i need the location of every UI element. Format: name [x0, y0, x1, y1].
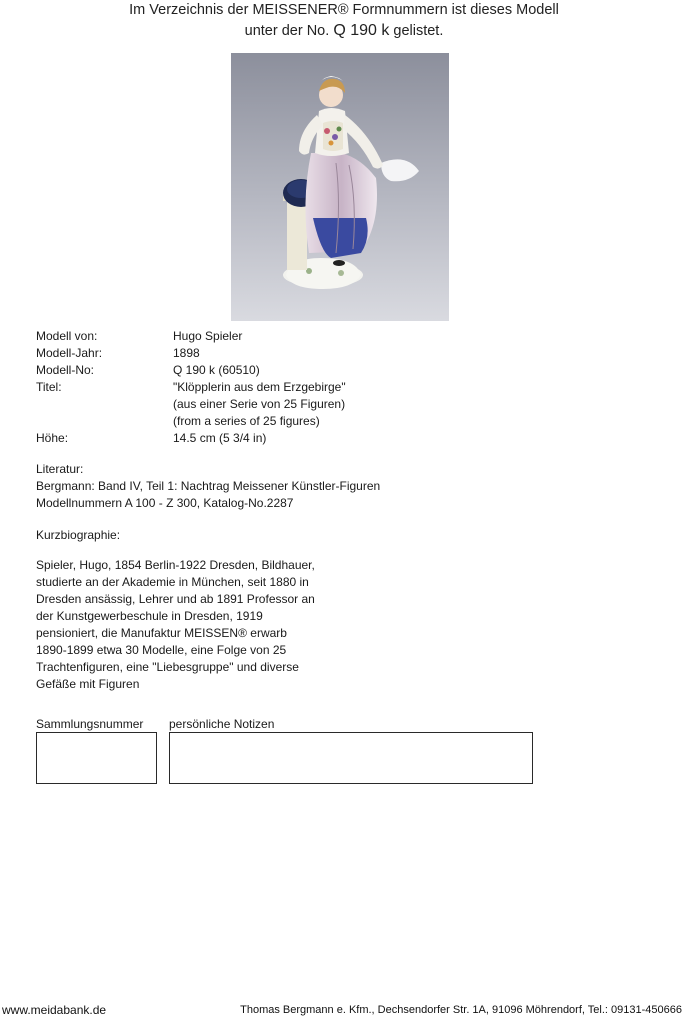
modell-von-label: Modell von: [36, 329, 98, 343]
literatur-line: Modellnummern A 100 - Z 300, Katalog-No.2287 [36, 496, 294, 510]
titel-line: (aus einer Serie von 25 Figuren) [173, 397, 346, 411]
sammlungsnummer-field[interactable] [36, 732, 157, 784]
bio-line: Trachtenfiguren, eine "Liebesgruppe" und diverse [36, 660, 299, 674]
header-suffix: gelistet. [393, 23, 444, 39]
modell-no-value: Q 190 k (60510) [173, 363, 260, 377]
titel-line: (from a series of 25 figures) [173, 414, 320, 428]
kurzbiographie-heading: Kurzbiographie: [36, 528, 121, 542]
bio-line: pensioniert, die Manufaktur MEISSEN® erwarb [36, 626, 287, 640]
notizen-label: persönliche Notizen [169, 717, 275, 731]
footer-address: Thomas Bergmann e. Kfm., Dechsendorfer Str. 1A, 91096 Möhrendorf, Tel.: 09131-450666 [240, 1004, 682, 1016]
titel-label: Titel: [36, 380, 62, 394]
header-line-1: Im Verzeichnis der MEISSENER® Formnummern ist dieses Modell [129, 2, 559, 18]
titel-line: "Klöpplerin aus dem Erzgebirge" [173, 380, 346, 394]
modell-no-label: Modell-No: [36, 363, 95, 377]
sammlungsnummer-label: Sammlungsnummer [36, 717, 144, 731]
header-line-2 [0, 20, 688, 42]
bio-line: Gefäße mit Figuren [36, 677, 140, 691]
notizen-field[interactable] [169, 732, 533, 784]
bio-line: Spieler, Hugo, 1854 Berlin-1922 Dresden, Bildhauer, [36, 558, 315, 572]
modell-jahr-label: Modell-Jahr: [36, 346, 103, 360]
literatur-section [36, 461, 380, 512]
literatur-heading: Literatur: [36, 462, 84, 476]
header-prefix: unter der No. [244, 23, 330, 39]
hoehe-value: 14.5 cm (5 3/4 in) [173, 431, 267, 445]
porcelain-figurine-photo [231, 53, 449, 321]
footer-website[interactable]: www.meidabank.de [2, 1003, 107, 1017]
bio-line: 1890-1899 etwa 30 Modelle, eine Folge von 25 [36, 643, 287, 657]
bio-line: studierte an der Akademie in München, seit 1880 in [36, 575, 309, 589]
hoehe-label: Höhe: [36, 431, 69, 445]
bio-line: Dresden ansässig, Lehrer und ab 1891 Professor an [36, 592, 315, 606]
titel-value [173, 379, 346, 430]
bio-line: der Kunstgewerbeschule in Dresden, 1919 [36, 609, 263, 623]
kurzbiographie-text [36, 557, 315, 693]
header-model-number: Q 190 k [333, 22, 390, 39]
literatur-line: Bergmann: Band IV, Teil 1: Nachtrag Meissener Künstler-Figuren [36, 479, 381, 493]
modell-jahr-value: 1898 [173, 346, 200, 360]
modell-von-value: Hugo Spieler [173, 329, 243, 343]
